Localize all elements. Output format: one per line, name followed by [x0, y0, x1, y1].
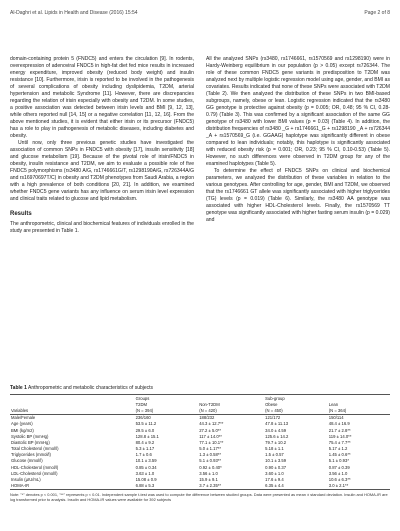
value-cell: 6.88 ± 5.3: [135, 483, 199, 490]
results-heading: Results: [10, 211, 32, 218]
value-cell: 119 ± 14.0**: [328, 433, 352, 439]
value-cell: 150/114: [328, 415, 344, 421]
subgroup-header: Sub-group: [264, 395, 390, 402]
paragraph: Until now, only three previous genetic studies have investigated the association of common SNPs in FNDC5 with obesity [17], insulin sensitivity [18] and glucose metabolism [19]. Because of the pivotal role of irisin/FNDC5 in obesity, insulin resistance and T2DM, we aim to evaluate a possible role of five FNDC5 polymorphisms (rs3480 A/G, rs1746661G/T, rs1298190A/G, rs726344A/G and rs16970697T/C) in obesity and T2DM phenotypes from Saudi Arabia, a region with a high prevalence of both conditions [20, 21]. In addition, we examined whether FNDC5 gene variants has any influence on serum irisin level expression and clinical traits related to glucose and lipid metabolism.: [10, 140, 194, 203]
value-cell: 10.1 ± 3.59: [135, 458, 157, 464]
header-cell: [10, 395, 135, 402]
value-cell: 3.63 ± 1.0: [135, 470, 155, 476]
value-cell: 121/172: [265, 415, 281, 421]
value-cell: 29.5 ± 6.0: [135, 427, 155, 433]
column-n: (N = 450): [264, 407, 328, 414]
page-header: [10, 10, 390, 20]
value-cell: 3.56 ± 1.0: [328, 470, 348, 476]
value-cell: 15.08 ± 0.9: [135, 477, 157, 483]
variable-cell: Age (years): [11, 421, 33, 427]
column-n: (N = 364): [328, 407, 390, 414]
value-cell: 5.1 ± 0.93*: [328, 458, 349, 464]
value-cell: 236/160: [135, 415, 151, 421]
column-header: T2DM: [135, 401, 147, 407]
variable-cell: Systolic BP (mmHg): [11, 433, 49, 439]
column-header: Lean: [328, 401, 339, 407]
variable-cell: Glucose (mmol/l): [11, 458, 43, 464]
value-cell: 47.8 ± 11.13: [265, 421, 289, 427]
value-cell: 5.17 ± 1.2: [328, 446, 348, 452]
value-cell: 21.7 ± 2.8**: [328, 427, 351, 433]
value-cell: 27.2 ± 5.0**: [199, 427, 222, 433]
value-cell: 5.0 ± 1.17**: [199, 446, 222, 452]
value-cell: 5.18 ± 1.1: [265, 446, 284, 452]
table-row: [10, 483, 390, 490]
value-cell: 3.60 ± 1.0: [265, 470, 284, 476]
value-cell: 53.5 ± 11.2: [135, 421, 157, 427]
variable-cell: Total Cholesterol (mmol/l): [11, 446, 59, 452]
value-cell: 6.35 ± 4.4: [264, 483, 328, 490]
value-cell: 0.87 ± 0.39: [328, 464, 350, 470]
value-cell: 117 ± 14.0**: [199, 433, 222, 439]
variable-cell: LDL-Cholesterol (mmol/l): [11, 470, 58, 476]
variables-header: Variables: [10, 407, 135, 414]
value-cell: 3.7 ± 2.35**: [198, 483, 264, 490]
table-note: Note: "*" denotes p < 0.001, "**" represents p < 0.01. Independent sample t-test was used to compute the difference between studied groups. Data were presented as mean ± standard deviation. Insulin and HOMA-IR are log transformed prior to analysis. Insulin and HOMA-IR values were available for 392 subjects: [10, 491, 388, 502]
characteristics-table: [10, 394, 390, 490]
value-cell: 1.5 ± 0.57: [265, 452, 284, 458]
value-cell: 10.6 ± 6.3**: [328, 477, 351, 483]
table-caption-text: Anthropometric and metabolic characteristics of subjects: [27, 385, 154, 391]
right-column: [206, 56, 390, 224]
column-header: Non-T2DM: [199, 401, 220, 407]
left-column: [10, 56, 194, 235]
value-cell: 15.9 ± 9.1: [199, 477, 218, 483]
value-cell: 3.0 ± 2.1**: [328, 483, 390, 490]
variable-cell: Triglycerides (mmol/l): [11, 452, 51, 458]
paragraph: All the analyzed SNPs (rs3480, rs1746661, rs1570569 and rs1298190) were in Hardy-Weinberg equilibrium in our population (p > 0.05) except rs726344. The role of these common FNDC5 gene variants in predisposition to T2DM was analyzed next by multiple logistic regression model using age, gender, and BMI as covariates. Results indicated that none of these SNPs were associated with T2DM (Table 2). We then analyzed the distribution of these SNPs in two BMI-based subgroups, namely, obese or lean. Logistic regression indicated that the rs3480 GG genotype is protective against obesity (p = 0.005; OR, 0.48; 95 % CI, 0.28-0.79) (Table 3). This was confirmed by a significant association of the same GG genotype of rs3480 with lower BMI values (p = 0.03) (Table 4). In addition, the distribution frequencies of rs3480 _G + rs1746661_G + rs1298190 _A + rs726344 _A + rs1570569_G (i.e. GGAAG) haplotype was significantly different in obese compared to lean individuals; notably, this haplotype is significantly associated with reduced obesity risk (p = 0.001; OR, 0.23; 95 % CI, 0.10-0.53) (Table 5). However, no such differences were observed in T2DM group for any of the examined haplotypes (Table 5).: [206, 56, 390, 168]
value-cell: 125.6 ± 14.2: [265, 433, 289, 439]
value-cell: 1.7 ± 0.6: [135, 452, 152, 458]
value-cell: 0.85 ± 0.34: [135, 464, 157, 470]
value-cell: 34.0 ± 4.59: [265, 427, 287, 433]
column-header: Obese: [265, 401, 278, 407]
variable-cell: HOMA-IR: [10, 483, 135, 490]
value-cell: 5.3 ± 1.17: [135, 446, 155, 452]
groups-header: Groups: [135, 395, 265, 402]
table-caption: [10, 385, 390, 391]
value-cell: 79.7 ± 10.2: [265, 439, 287, 445]
table-1: [10, 385, 390, 502]
value-cell: 17.6 ± 9.4: [265, 477, 284, 483]
value-cell: 0.90 ± 0.37: [265, 464, 287, 470]
value-cell: 1.45 ± 0.6**: [328, 452, 351, 458]
value-cell: 80.4 ± 9.2: [135, 439, 155, 445]
value-cell: 128.8 ± 15.1: [135, 433, 159, 439]
variable-cell: Insulin (µIU/mL): [11, 477, 41, 483]
value-cell: 77.1 ± 10.1**: [199, 439, 224, 445]
table-row: [10, 414, 390, 421]
value-cell: 44.3 ± 12.7**: [199, 421, 224, 427]
paragraph: To determine the effect of FNDC5 SNPs on clinical and biochemical parameters, we analyzed the distribution of these variables in relation to the various genotypes. After controlling for age, gender, BMI and T2DM, we observed that the rs1746661 GT allele was significantly associated with higher triglycerides (TG) levels (p = 0.019) (Table 6). Similarly, the rs3480 AA genotype was associated with higher HDL-Cholesterol levels. Finally, the rs1570569 TT genotype was significantly associated with higher fasting serum insulin (p = 0.029) and: [206, 168, 390, 224]
variable-cell: Diastolic BP (mmHg): [11, 439, 50, 445]
paragraph: domain-containing protein 5 (FNDC5) and enters the circulation [9]. In rodents, overexpression of adenoviral FNDC5 in high-fat diet fed mice results in increased energy expenditure, improved obesity (reduced body weight) and insulin resistance [10]. Furthermore, irisin is reported to be involved in the pathogenesis of several complications of obesity including dyslipidemia, T2DM, arterial hypertension and metabolic Syndrome [11]. However, there are discrepancies regarding the relation of irisin especially with obesity and T2DM. In some studies, a positive association was detected between irisin levels and BMI [9, 12, 13], while others reported null [14, 15] or a negative correlation [11, 12, 16]. From the above mentioned studies, it is evident that either irisin or its precursor (FNDC5) has a role to play in pathogenesis of metabolic diseases, including diabetes and obesity.: [10, 56, 194, 140]
value-cell: 5.1 ± 0.93**: [199, 458, 222, 464]
value-cell: 10.1 ± 3.59: [265, 458, 287, 464]
value-cell: 48.4 ± 16.9: [328, 421, 350, 427]
table-label: Table 1: [10, 385, 27, 391]
value-cell: 0.92 ± 0.40*: [199, 464, 222, 470]
variable-cell: HDL-Cholesterol (mmol/l): [11, 464, 59, 470]
value-cell: 75.4 ± 7.7**: [328, 439, 351, 445]
page-number: Page 2 of 8: [364, 10, 390, 16]
column-n: (N = 420): [198, 407, 264, 414]
variable-cell: BMI (kg/m2): [11, 427, 34, 433]
variable-cell: Male/Female: [11, 415, 36, 421]
value-cell: 3.56 ± 1.0: [199, 470, 218, 476]
value-cell: 188/232: [199, 415, 215, 421]
table-body: [10, 414, 390, 489]
citation-header: Al-Daghri et al. Lipids in Health and Disease (2016) 15:54: [10, 10, 138, 16]
paragraph: The anthropometric, clinical and biochemical features of individuals enrolled in the study are presented in Table 1.: [10, 221, 194, 235]
value-cell: 1.3 ± 0.58**: [199, 452, 222, 458]
column-n: (N = 394): [135, 407, 199, 414]
